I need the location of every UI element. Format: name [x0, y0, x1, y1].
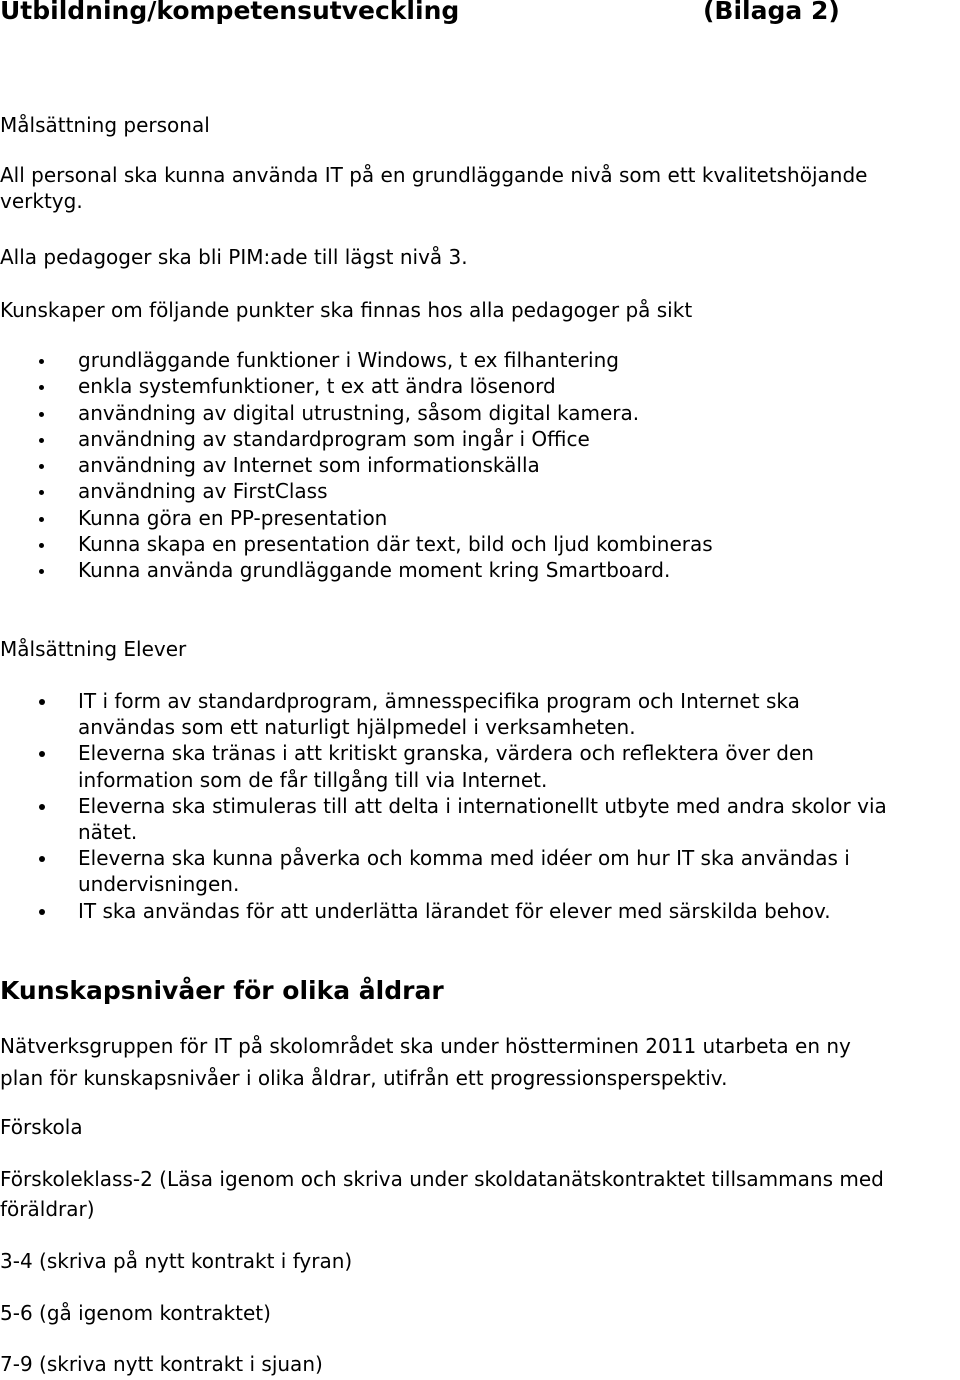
paragraph-network-line-1: Nätverksgruppen för IT på skolområdet ska under höstterminen 2011 utarbeta en ny	[0, 1034, 851, 1058]
level-forskoleklass-line-2: föräldrar)	[0, 1197, 95, 1221]
paragraph-pim: Alla pedagoger ska bli PIM:ade till lägst nivå 3.	[0, 245, 468, 269]
document-title: Utbildning/kompetensutveckling	[0, 0, 460, 25]
paragraph-it-line-2: verktyg.	[0, 189, 83, 213]
personal-skills-list	[0, 347, 713, 584]
level-3-4: 3-4 (skriva på nytt kontrakt i fyran)	[0, 1249, 353, 1273]
list-item	[0, 740, 887, 792]
paragraph-kunskaper: Kunskaper om följande punkter ska finnas hos alla pedagoger på sikt	[0, 298, 693, 322]
heading-personal-goals: Målsättning personal	[0, 113, 210, 137]
list-item: enkla systemfunktioner, t ex att ändra lösenord	[0, 373, 713, 399]
list-item-line: Eleverna ska kunna påverka och komma med idéer om hur IT ska användas i	[78, 846, 850, 871]
list-item-line: användas som ett naturligt hjälpmedel i verksamheten.	[78, 715, 636, 740]
paragraph-network-line-2: plan för kunskapsnivåer i olika åldrar, utifrån ett progressionsperspektiv.	[0, 1066, 728, 1090]
list-item-line: Eleverna ska tränas i att kritiskt granska, värdera och reflektera över den	[78, 741, 814, 766]
level-7-9: 7-9 (skriva nytt kontrakt i sjuan)	[0, 1352, 323, 1376]
list-item: användning av standardprogram som ingår i Office	[0, 426, 713, 452]
level-5-6: 5-6 (gå igenom kontraktet)	[0, 1301, 271, 1325]
list-item: Kunna använda grundläggande moment kring Smartboard.	[0, 557, 713, 583]
list-item-line: IT i form av standardprogram, ämnesspecifika program och Internet ska	[78, 689, 800, 713]
list-item-line: Eleverna ska stimuleras till att delta i internationellt utbyte med andra skolor via	[78, 793, 887, 818]
paragraph-it-line-1: All personal ska kunna använda IT på en grundläggande nivå som ett kvalitetshöjande	[0, 163, 868, 187]
list-item: Kunna skapa en presentation där text, bild och ljud kombineras	[0, 531, 713, 557]
level-forskola: Förskola	[0, 1115, 83, 1139]
list-item	[0, 793, 887, 845]
list-item: grundläggande funktioner i Windows, t ex filhantering	[0, 347, 713, 373]
level-forskoleklass-line-1: Förskoleklass-2 (Läsa igenom och skriva under skoldatanätskontraktet tillsammans med	[0, 1167, 884, 1191]
appendix-label: (Bilaga 2)	[703, 0, 840, 25]
list-item	[0, 898, 887, 924]
list-item-line: undervisningen.	[78, 872, 240, 897]
list-item: användning av Internet som informationskälla	[0, 452, 713, 478]
heading-student-goals: Målsättning Elever	[0, 637, 187, 661]
list-item	[0, 845, 887, 897]
list-item-line: nätet.	[78, 820, 138, 845]
list-item: Kunna göra en PP-presentation	[0, 505, 713, 531]
heading-knowledge-levels: Kunskapsnivåer för olika åldrar	[0, 976, 444, 1005]
list-item	[0, 688, 887, 740]
student-goals-list	[0, 688, 887, 924]
list-item-line: information som de får tillgång till via Internet.	[78, 767, 548, 792]
list-item: användning av FirstClass	[0, 478, 713, 504]
list-item: användning av digital utrustning, såsom digital kamera.	[0, 400, 713, 426]
list-item-line: IT ska användas för att underlätta lärandet för elever med särskilda behov.	[78, 898, 831, 923]
